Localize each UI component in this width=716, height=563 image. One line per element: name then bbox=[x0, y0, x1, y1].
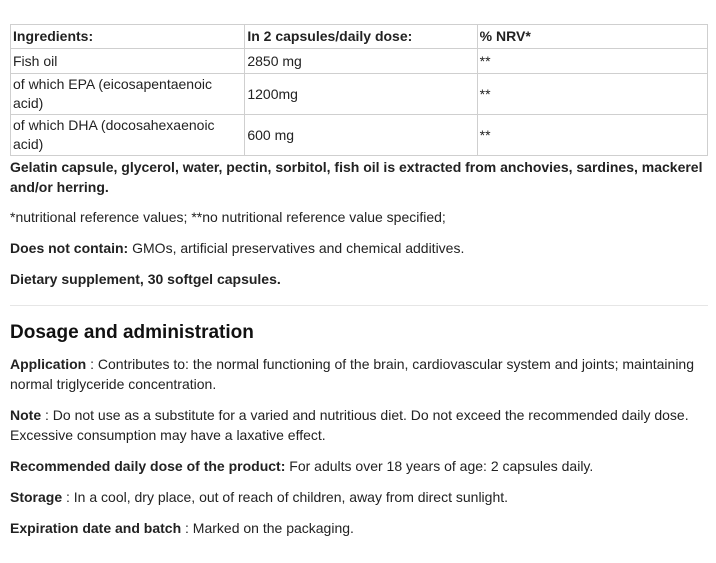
recommended-dose-line bbox=[10, 456, 708, 476]
free-from-line bbox=[10, 238, 708, 258]
storage-text: : In a cool, dry place, out of reach of children, away from direct sunlight. bbox=[62, 489, 509, 505]
ingredient-nrv: ** bbox=[477, 115, 707, 156]
product-description bbox=[0, 24, 708, 538]
section-divider bbox=[10, 305, 708, 306]
storage-label: Storage bbox=[10, 489, 63, 505]
storage-line bbox=[10, 487, 708, 507]
ingredients-table bbox=[10, 24, 708, 156]
ingredient-nrv: ** bbox=[477, 74, 707, 115]
application-line bbox=[10, 354, 708, 394]
ingredient-amount: 2850 mg bbox=[245, 49, 477, 74]
header-dose: In 2 capsules/daily dose: bbox=[245, 25, 477, 49]
free-from-label: Does not contain: bbox=[10, 240, 129, 256]
note-label: Note bbox=[10, 407, 42, 423]
dosage-heading: Dosage and administration bbox=[10, 322, 254, 343]
ingredient-amount: 600 mg bbox=[245, 115, 477, 156]
header-ingredients: Ingredients: bbox=[11, 25, 245, 49]
ingredient-name: of which EPA (eicosapentaenoic acid) bbox=[11, 74, 245, 115]
table-row bbox=[11, 115, 708, 156]
ingredient-amount: 1200mg bbox=[245, 74, 477, 115]
expiration-label: Expiration date and batch bbox=[10, 520, 182, 536]
header-nrv: % NRV* bbox=[477, 25, 707, 49]
supplement-note: Dietary supplement, 30 softgel capsules. bbox=[10, 271, 281, 287]
table-row bbox=[11, 74, 708, 115]
ingredient-name: Fish oil bbox=[11, 49, 245, 74]
note-text: : Do not use as a substitute for a varied and nutritious diet. Do not exceed the recommended daily dose. Excessive consumption may have a laxative effect. bbox=[10, 407, 689, 443]
expiration-line bbox=[10, 518, 708, 538]
recommended-dose-text: For adults over 18 years of age: 2 capsules daily. bbox=[285, 458, 594, 474]
free-from-text: GMOs, artificial preservatives and chemical additives. bbox=[128, 240, 465, 256]
table-row bbox=[11, 49, 708, 74]
table-header-row bbox=[11, 25, 708, 49]
application-label: Application bbox=[10, 356, 87, 372]
composition-note: Gelatin capsule, glycerol, water, pectin, sorbitol, fish oil is extracted from anchovies, sardines, mackerel and/or herring. bbox=[10, 159, 703, 195]
application-text: : Contributes to: the normal functioning of the brain, cardiovascular system and joints; maintaining normal triglyceride concentration. bbox=[10, 356, 694, 392]
ingredient-name: of which DHA (docosahexaenoic acid) bbox=[11, 115, 245, 156]
expiration-text: : Marked on the packaging. bbox=[181, 520, 354, 536]
ingredient-nrv: ** bbox=[477, 49, 707, 74]
note-line bbox=[10, 405, 708, 445]
recommended-dose-label: Recommended daily dose of the product: bbox=[10, 458, 286, 474]
nrv-note: *nutritional reference values; **no nutritional reference value specified; bbox=[10, 209, 446, 225]
